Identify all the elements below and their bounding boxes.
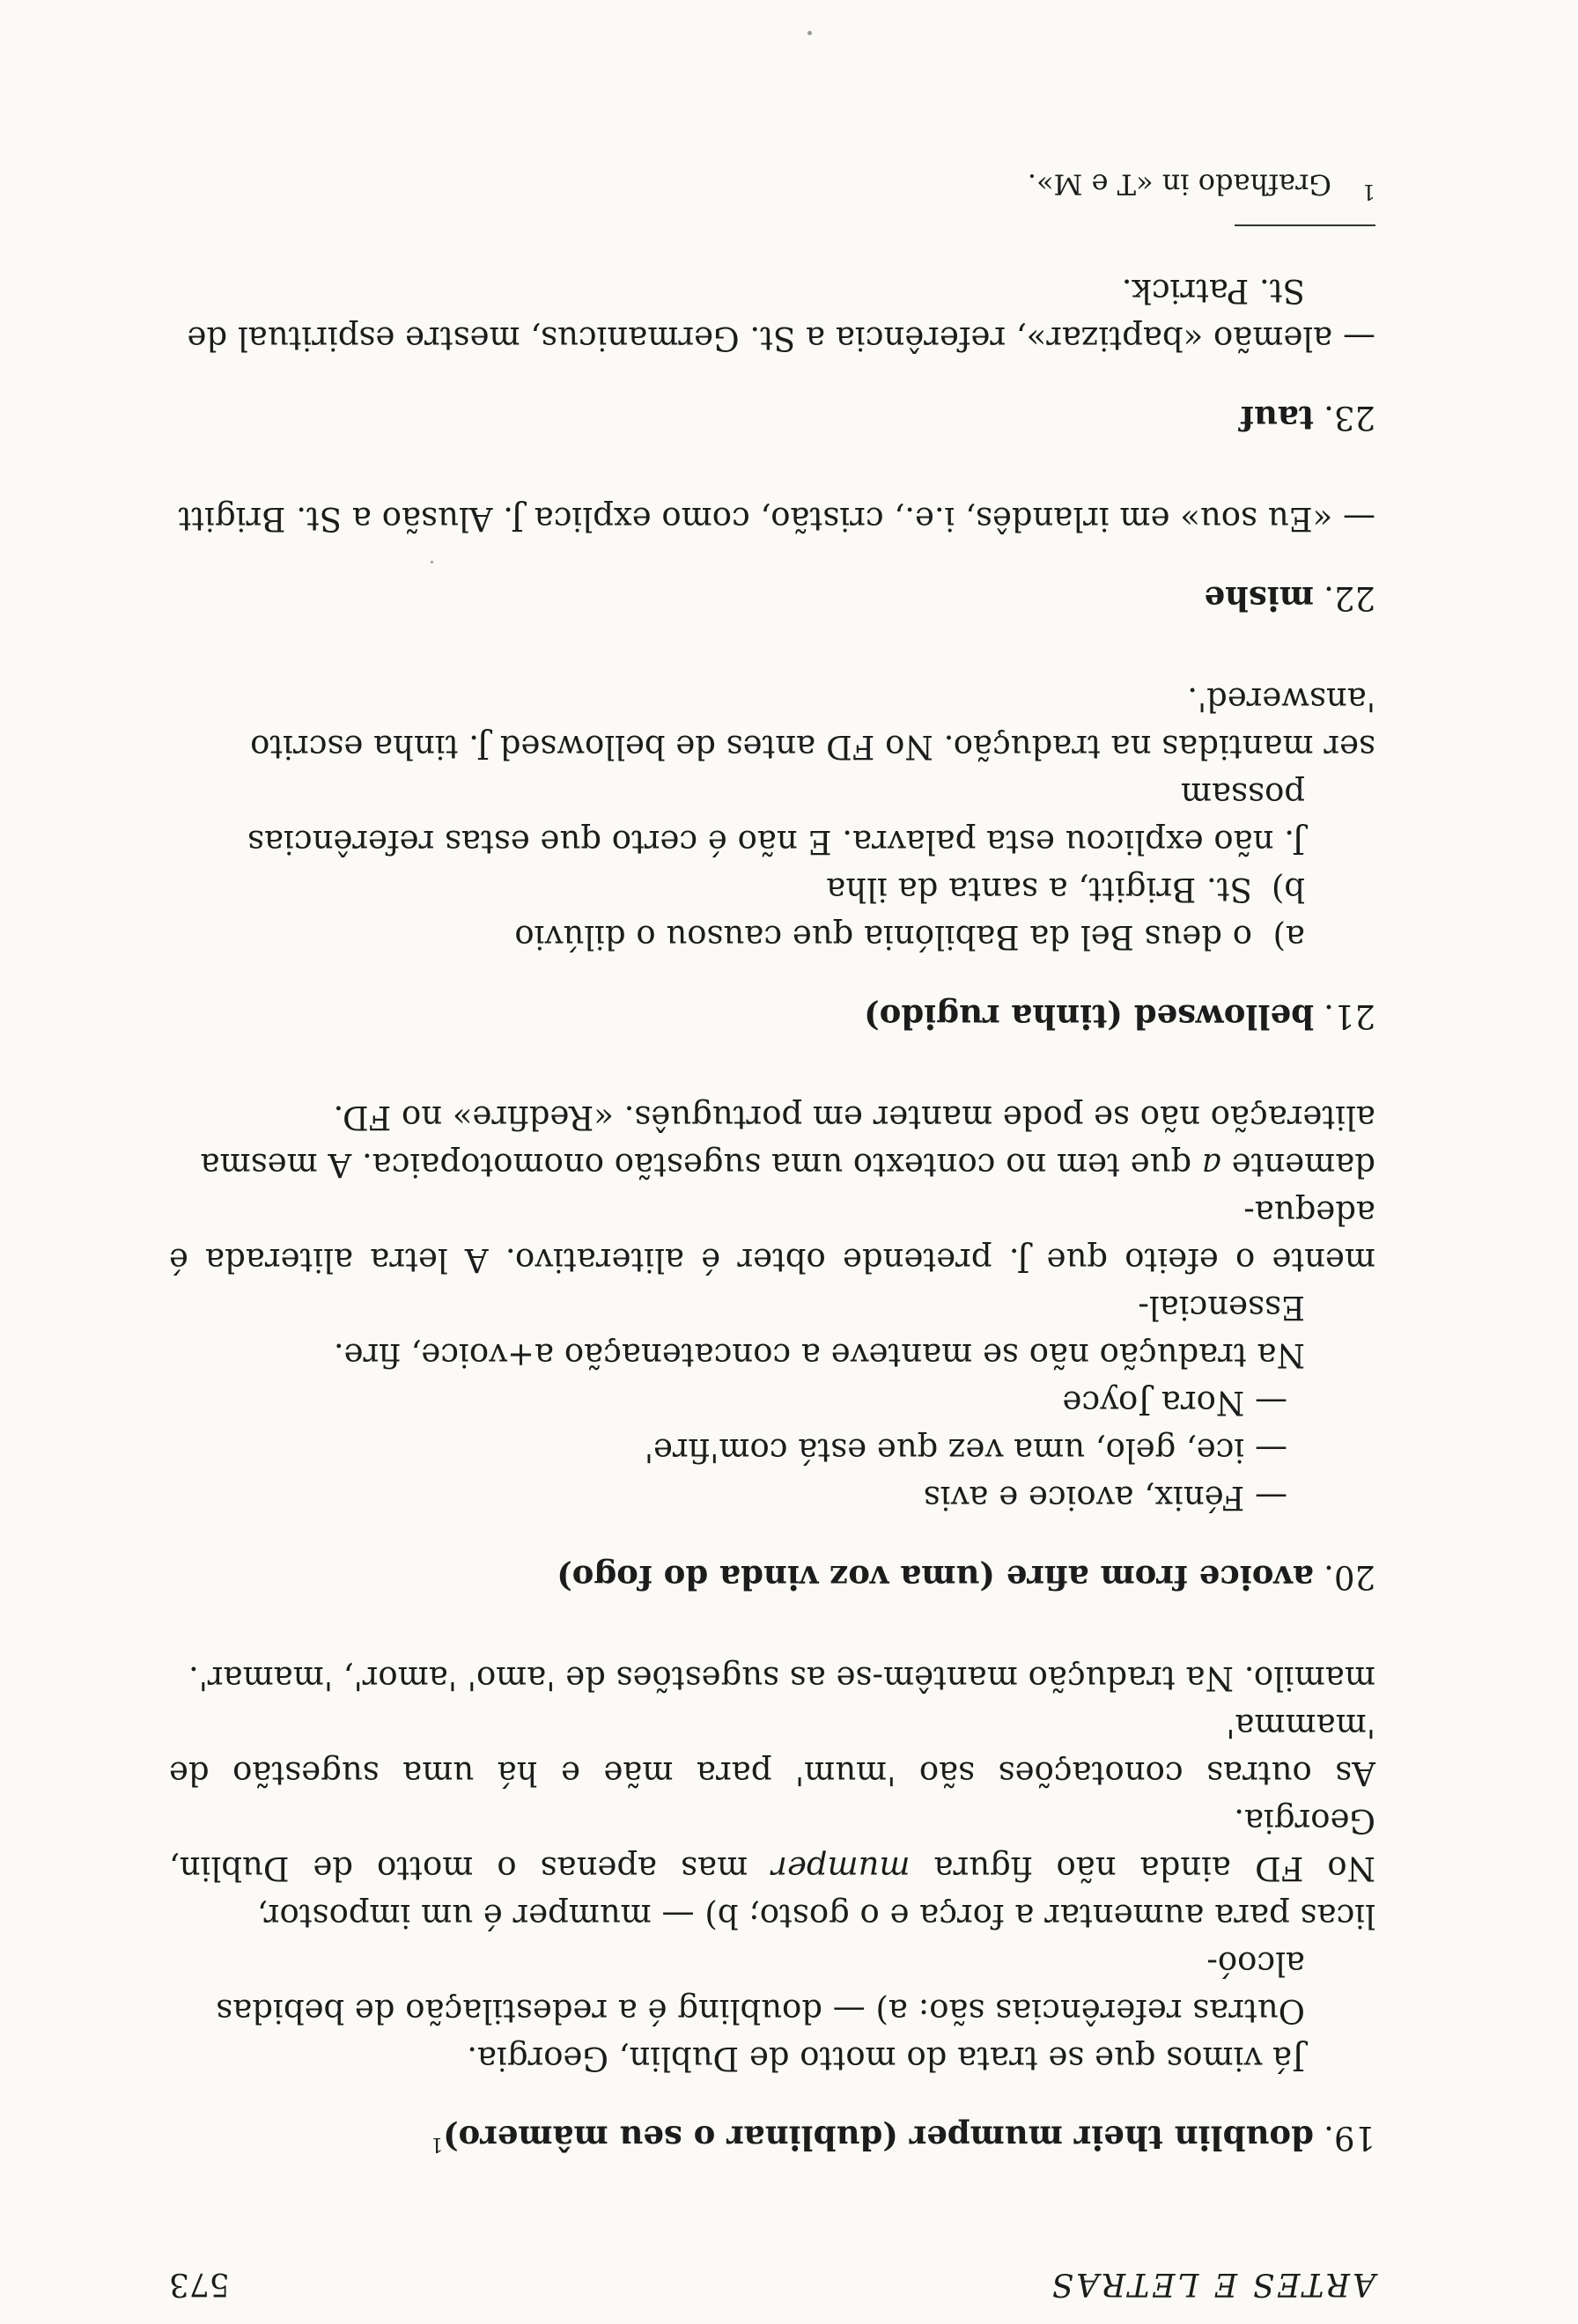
entry-20-line: aliteração não se pode manter em português. «Redfire» no FD. bbox=[333, 1098, 1375, 1136]
entry-19-line: mamilo. Na tradução mantêm-se as sugestões de 'amo' 'amor', 'mamar'. bbox=[188, 1658, 1375, 1697]
entry-19-heading: 19.doublin their mumper (dublinar o seu mâmero)$^1$ bbox=[431, 2118, 1375, 2158]
footnote-rule bbox=[1235, 224, 1375, 226]
entry-23-line: St. Patrick. bbox=[1121, 271, 1305, 310]
scan-speck bbox=[431, 561, 433, 563]
entry-21-line: J. não explicou esta palavra. E não é certo que estas referências possam bbox=[247, 775, 1305, 861]
entry-22-line: — «Eu sou» em irlandês, i.e., cristão, como explica J. Alusão a St. Brigitt bbox=[178, 499, 1375, 538]
entry-22-heading: 22.mishe bbox=[1204, 578, 1375, 618]
entry-21-line: ser mantidas na tradução. No FD antes de bellowsed J. tinha escrito bbox=[250, 727, 1375, 766]
entry-21-item-a: a)o deus Bel da Babilónia que causou o dilúvio bbox=[514, 917, 1305, 956]
entry-23-heading: 23.tauf bbox=[1240, 398, 1375, 438]
entry-20-gloss: — Fénix, avoice e avis bbox=[923, 1478, 1287, 1517]
page-number: 573 bbox=[169, 2266, 230, 2302]
scan-speck bbox=[807, 31, 812, 35]
entry-20-line: mente o efeito que J. pretende obter é aliterativo. A letra aliterada é adequa- bbox=[169, 1193, 1375, 1279]
footnote: $^1$Grafhado in «T e M». bbox=[1027, 167, 1375, 204]
entry-20-heading: 20.avoice from afire (uma voz vinda do fogo) bbox=[557, 1557, 1375, 1597]
entry-20-gloss: — ice, gelo, uma vez que está com'fire' bbox=[644, 1430, 1287, 1469]
entry-20-gloss: — Nora Joyce bbox=[1062, 1383, 1287, 1422]
entry-20-line: Na tradução não se manteve a concatenação a+voice, fire. Essencial- bbox=[333, 1288, 1305, 1374]
entry-19-line: Já vimos que se trata do motto de Dublin, Georgia. bbox=[467, 2039, 1305, 2078]
entry-21-heading: 21.bellowsed (tinha rugido) bbox=[864, 997, 1375, 1036]
entry-19-line: licas para aumentar a força e o gosto; b) — mumper é um impostor, bbox=[257, 1896, 1375, 1935]
running-header bbox=[169, 2249, 1375, 2302]
entry-19-line: No FD ainda não figura mumper mas apenas o motto de Dublin, Georgia. bbox=[169, 1801, 1375, 1887]
entry-21-item-b: b)St. Brigitt, a santa da ilha bbox=[826, 870, 1305, 908]
entry-19-line: Outras referências são: a) — doubling é a redestilação de bebidas alcoó- bbox=[216, 1944, 1305, 2030]
entry-19-line: As outras conotações são 'mum' para mãe e há uma sugestão de 'mamma' bbox=[169, 1706, 1375, 1792]
entry-23-line: — alemão «baptizar», referência a St. Germanicus, mestre espiritual de bbox=[187, 319, 1375, 357]
footnote-ref: 1 bbox=[431, 2133, 444, 2155]
journal-title: ARTES E LETRAS bbox=[1049, 2266, 1375, 2302]
entry-21-line: 'answered'. bbox=[1187, 680, 1375, 718]
entry-20-line: damente a que tem no contexto uma sugestão onomotopaica. A mesma bbox=[200, 1145, 1375, 1184]
page-body bbox=[169, 160, 1375, 2236]
